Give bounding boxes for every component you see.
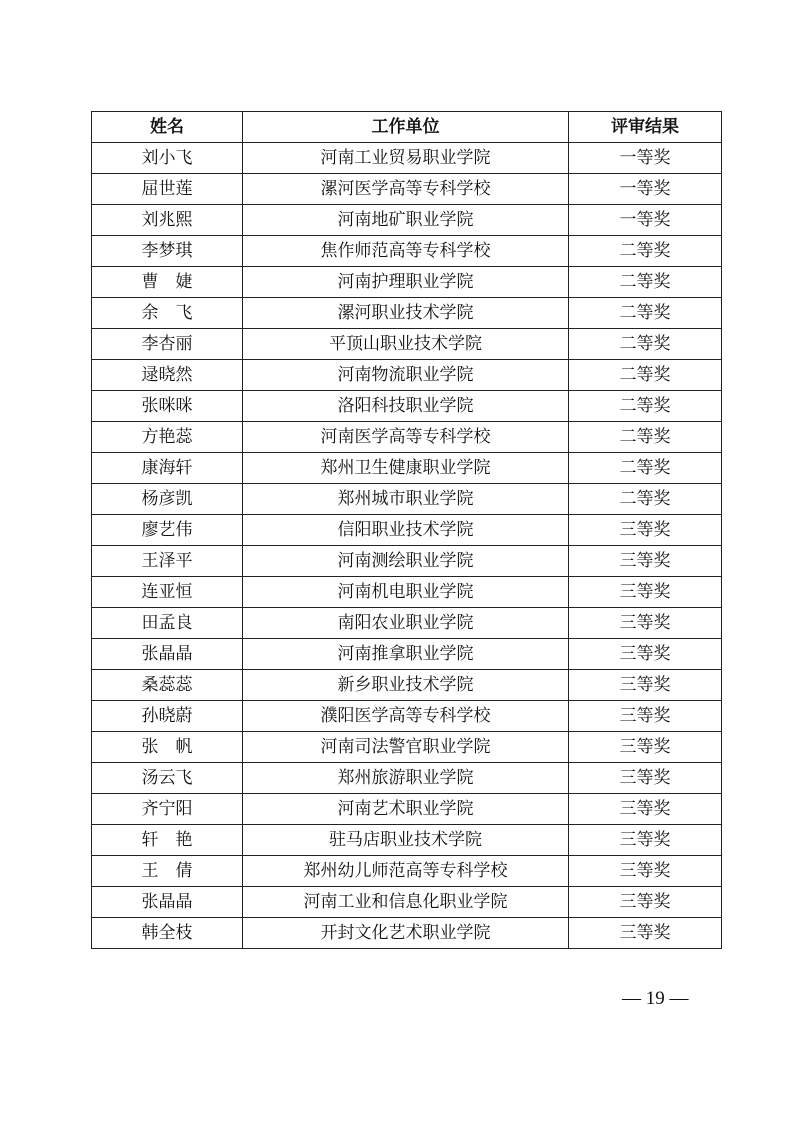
review-result-cell: 一等奖 <box>569 143 722 174</box>
person-name-cell: 康海轩 <box>92 453 243 484</box>
work-unit-cell: 郑州幼儿师范高等专科学校 <box>243 856 569 887</box>
table-row <box>92 763 722 794</box>
table-row <box>92 918 722 949</box>
review-result-cell: 二等奖 <box>569 422 722 453</box>
work-unit-cell: 郑州城市职业学院 <box>243 484 569 515</box>
person-name-cell: 屈世莲 <box>92 174 243 205</box>
person-name-cell: 韩全枝 <box>92 918 243 949</box>
person-name-cell: 余 飞 <box>92 298 243 329</box>
review-result-cell: 三等奖 <box>569 794 722 825</box>
work-unit-cell: 河南护理职业学院 <box>243 267 569 298</box>
table-row <box>92 825 722 856</box>
review-result-cell: 三等奖 <box>569 577 722 608</box>
table-row <box>92 205 722 236</box>
table-row <box>92 732 722 763</box>
table-row <box>92 298 722 329</box>
header-review-result: 评审结果 <box>569 112 722 143</box>
review-result-cell: 一等奖 <box>569 205 722 236</box>
person-name-cell: 王 倩 <box>92 856 243 887</box>
person-name-cell: 桑蕊蕊 <box>92 670 243 701</box>
table-row <box>92 639 722 670</box>
review-result-cell: 三等奖 <box>569 856 722 887</box>
review-result-cell: 三等奖 <box>569 918 722 949</box>
person-name-cell: 刘兆熙 <box>92 205 243 236</box>
review-result-cell: 三等奖 <box>569 670 722 701</box>
table-row <box>92 391 722 422</box>
person-name-cell: 方艳蕊 <box>92 422 243 453</box>
work-unit-cell: 驻马店职业技术学院 <box>243 825 569 856</box>
review-result-cell: 二等奖 <box>569 298 722 329</box>
person-name-cell: 曹 婕 <box>92 267 243 298</box>
person-name-cell: 王泽平 <box>92 546 243 577</box>
work-unit-cell: 洛阳科技职业学院 <box>243 391 569 422</box>
person-name-cell: 廖艺伟 <box>92 515 243 546</box>
table-row <box>92 856 722 887</box>
work-unit-cell: 河南工业贸易职业学院 <box>243 143 569 174</box>
review-result-cell: 二等奖 <box>569 360 722 391</box>
review-result-cell: 三等奖 <box>569 732 722 763</box>
review-result-cell: 三等奖 <box>569 639 722 670</box>
award-results-table <box>91 111 722 949</box>
work-unit-cell: 平顶山职业技术学院 <box>243 329 569 360</box>
table-row <box>92 360 722 391</box>
table-row <box>92 701 722 732</box>
work-unit-cell: 郑州旅游职业学院 <box>243 763 569 794</box>
review-result-cell: 二等奖 <box>569 453 722 484</box>
table-row <box>92 515 722 546</box>
table-row <box>92 546 722 577</box>
review-result-cell: 一等奖 <box>569 174 722 205</box>
table-header-row <box>92 112 722 143</box>
work-unit-cell: 开封文化艺术职业学院 <box>243 918 569 949</box>
review-result-cell: 三等奖 <box>569 763 722 794</box>
table-row <box>92 329 722 360</box>
work-unit-cell: 南阳农业职业学院 <box>243 608 569 639</box>
table-row <box>92 267 722 298</box>
work-unit-cell: 郑州卫生健康职业学院 <box>243 453 569 484</box>
table-row <box>92 422 722 453</box>
header-name: 姓名 <box>92 112 243 143</box>
work-unit-cell: 新乡职业技术学院 <box>243 670 569 701</box>
page-number: — 19 — <box>622 988 689 1009</box>
table-row <box>92 174 722 205</box>
review-result-cell: 三等奖 <box>569 887 722 918</box>
person-name-cell: 杨彦凯 <box>92 484 243 515</box>
table-row <box>92 670 722 701</box>
review-result-cell: 三等奖 <box>569 546 722 577</box>
review-result-cell: 二等奖 <box>569 236 722 267</box>
work-unit-cell: 焦作师范高等专科学校 <box>243 236 569 267</box>
person-name-cell: 张晶晶 <box>92 639 243 670</box>
person-name-cell: 张 帆 <box>92 732 243 763</box>
person-name-cell: 汤云飞 <box>92 763 243 794</box>
person-name-cell: 孙晓蔚 <box>92 701 243 732</box>
work-unit-cell: 漯河职业技术学院 <box>243 298 569 329</box>
person-name-cell: 刘小飞 <box>92 143 243 174</box>
table-row <box>92 236 722 267</box>
work-unit-cell: 河南地矿职业学院 <box>243 205 569 236</box>
table-row <box>92 577 722 608</box>
work-unit-cell: 河南司法警官职业学院 <box>243 732 569 763</box>
work-unit-cell: 河南物流职业学院 <box>243 360 569 391</box>
person-name-cell: 田孟良 <box>92 608 243 639</box>
table-row <box>92 453 722 484</box>
table-row <box>92 887 722 918</box>
work-unit-cell: 河南机电职业学院 <box>243 577 569 608</box>
person-name-cell: 逯晓然 <box>92 360 243 391</box>
table-row <box>92 608 722 639</box>
header-work-unit: 工作单位 <box>243 112 569 143</box>
work-unit-cell: 河南医学高等专科学校 <box>243 422 569 453</box>
review-result-cell: 三等奖 <box>569 701 722 732</box>
person-name-cell: 齐宁阳 <box>92 794 243 825</box>
table-row <box>92 484 722 515</box>
review-result-cell: 三等奖 <box>569 608 722 639</box>
work-unit-cell: 信阳职业技术学院 <box>243 515 569 546</box>
person-name-cell: 李梦琪 <box>92 236 243 267</box>
work-unit-cell: 河南测绘职业学院 <box>243 546 569 577</box>
work-unit-cell: 漯河医学高等专科学校 <box>243 174 569 205</box>
review-result-cell: 二等奖 <box>569 391 722 422</box>
review-result-cell: 二等奖 <box>569 484 722 515</box>
person-name-cell: 李杏丽 <box>92 329 243 360</box>
person-name-cell: 张咪咪 <box>92 391 243 422</box>
person-name-cell: 张晶晶 <box>92 887 243 918</box>
review-result-cell: 二等奖 <box>569 267 722 298</box>
person-name-cell: 轩 艳 <box>92 825 243 856</box>
work-unit-cell: 河南工业和信息化职业学院 <box>243 887 569 918</box>
work-unit-cell: 河南推拿职业学院 <box>243 639 569 670</box>
review-result-cell: 二等奖 <box>569 329 722 360</box>
person-name-cell: 连亚恒 <box>92 577 243 608</box>
table-row <box>92 794 722 825</box>
work-unit-cell: 濮阳医学高等专科学校 <box>243 701 569 732</box>
table-body <box>92 143 722 949</box>
work-unit-cell: 河南艺术职业学院 <box>243 794 569 825</box>
table-row <box>92 143 722 174</box>
review-result-cell: 三等奖 <box>569 515 722 546</box>
review-result-cell: 三等奖 <box>569 825 722 856</box>
